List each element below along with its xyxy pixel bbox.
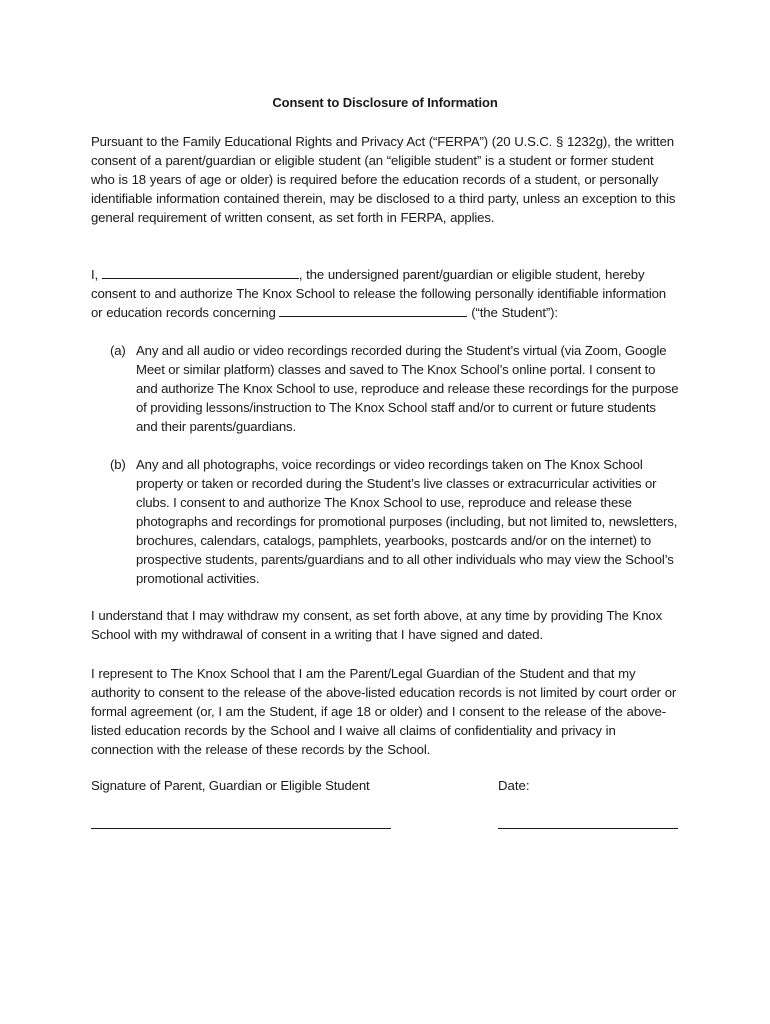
- consent-suffix: (“the Student”):: [467, 305, 558, 320]
- consent-middle: , the undersigned parent/guardian or eligible student, hereby consent to and authorize The Knox School to release the following personally identifiable information or education records concerning: [91, 267, 666, 320]
- list-marker: (a): [110, 343, 126, 358]
- ferpa-intro-paragraph: Pursuant to the Family Educational Rights and Privacy Act (“FERPA”) (20 U.S.C. § 1232g), the written consent of a parent/guardian or eligible student (an “eligible student” is a student or former student who is 18 years of age or older) is required before the education records of a student, or personally identifiable information contained therein, may be disclosed to a third party, unless an exception to this general requirement of written consent, as set forth in FERPA, applies.: [91, 134, 676, 225]
- list-item: [110, 455, 680, 588]
- student-name-blank-line[interactable]: [279, 303, 467, 317]
- date-line[interactable]: [498, 828, 678, 829]
- consent-prefix: I,: [91, 267, 102, 282]
- withdraw-consent-paragraph: I understand that I may withdraw my consent, as set forth above, at any time by providing The Knox School with my withdrawal of consent in a writing that I have signed and dated.: [91, 608, 663, 642]
- representation-paragraph: I represent to The Knox School that I am the Parent/Legal Guardian of the Student and that my authority to consent to the release of the above-listed education records is not limited by court order or formal agreement (or, I am the Student, if age 18 or older) and I consent to the release of the above-listed education records by the School and I waive all claims of confidentiality and privacy in connection with the release of these records by the School.: [91, 666, 677, 757]
- document-title: Consent to Disclosure of Information: [272, 95, 498, 110]
- consent-paragraph: [91, 265, 681, 322]
- list-item-text: Any and all audio or video recordings recorded during the Student’s virtual (via Zoom, Google Meet or similar platform) classes and saved to The Knox School’s online portal. I consent to and authorize The Knox School to use, reproduce and release these recordings for the purpose of providing lessons/instruction to The Knox School staff and/or to current or future students and their parents/guardians.: [136, 343, 679, 434]
- date-label: Date:: [498, 778, 530, 793]
- list-item-text: Any and all photographs, voice recordings or video recordings taken on The Knox School property or taken or recorded during the Student’s live classes or extracurricular activities or clubs. I consent to and authorize The Knox School to use, reproduce and release these photographs and recordings for promotional purposes (including, but not limited to, newsletters, brochures, calendars, catalogs, pamphlets, yearbooks, postcards and/or on the internet) to prospective students, parents/guardians and to all other individuals who may view the School’s promotional activities.: [136, 457, 678, 586]
- signature-label: Signature of Parent, Guardian or Eligible Student: [91, 778, 370, 793]
- list-item: [110, 341, 680, 436]
- signature-line[interactable]: [91, 828, 391, 829]
- list-marker: (b): [110, 457, 126, 472]
- name-blank-line[interactable]: [102, 265, 299, 279]
